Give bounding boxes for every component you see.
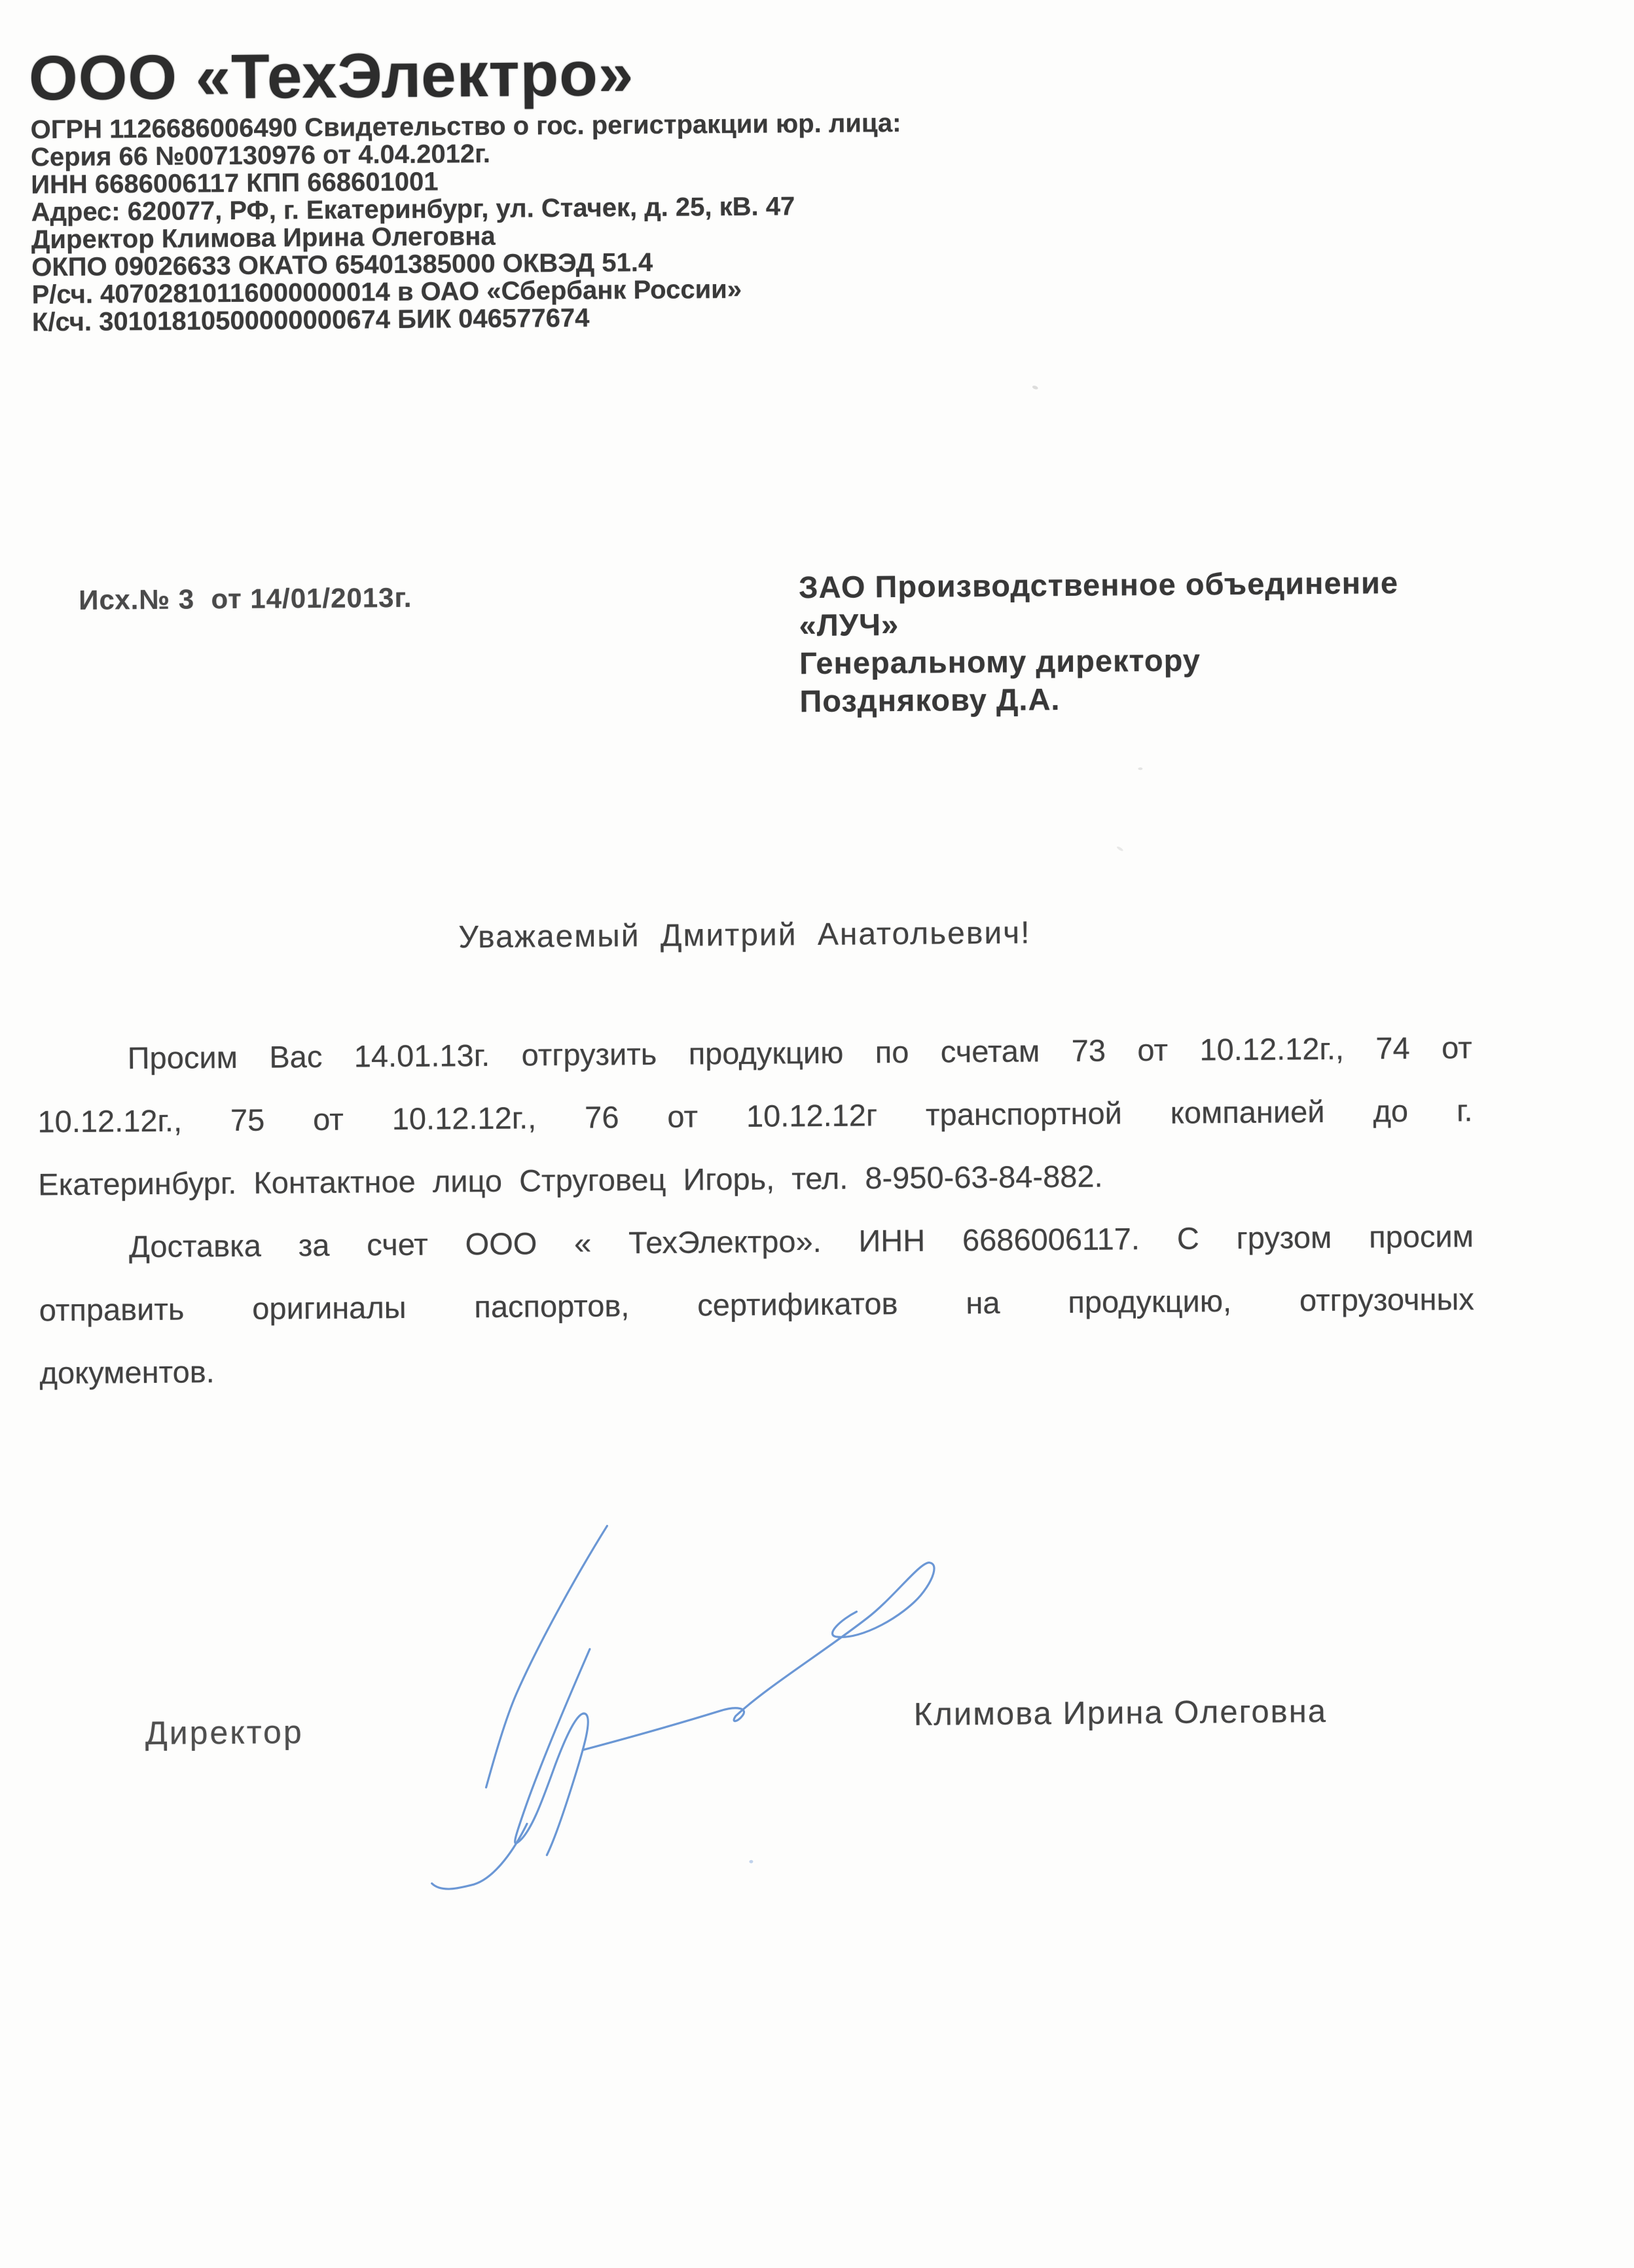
letterhead-line-rsch: Р/сч. 40702810116000000014 в ОАО «Сбербанк России» — [31, 274, 742, 310]
letterhead-line-ogrn: ОГРН 1126686006490 Свидетельство о гос. регистракции юр. лица: — [30, 108, 901, 145]
greeting-line: Уважаемый Дмитрий Анатольевич! — [458, 915, 1031, 955]
signoff-title: Директор — [145, 1713, 304, 1752]
signoff-name: Климова Ирина Олеговна — [913, 1693, 1328, 1732]
scan-speck — [1138, 767, 1142, 770]
letterhead-line-seriya: Серия 66 №007130976 от 4.04.2012г. — [30, 139, 491, 172]
letterhead-line-direktor: Директор Климова Ирина Олеговна — [31, 221, 496, 255]
recipient-block — [799, 564, 1400, 720]
letterhead-line-inn: ИНН 6686006117 КПП 668601001 — [31, 167, 439, 200]
scan-speck — [749, 1860, 753, 1863]
body-line: Доставка за счет ООО « ТехЭлектро». ИНН 6686006117. С грузом просим — [128, 1218, 1474, 1264]
signature-scribble-icon — [397, 1498, 977, 1909]
letter-body — [37, 1016, 1474, 1404]
body-line: документов. — [39, 1354, 215, 1391]
recipient-org-line: ЗАО Производственное объединение — [798, 565, 1399, 605]
recipient-title-line: Генеральному директору — [799, 642, 1201, 681]
letterhead-details — [30, 109, 903, 336]
body-line: Просим Вас 14.01.13г. отгрузить продукцию по счетам 73 от 10.12.12г., 74 от — [127, 1030, 1472, 1076]
recipient-org-name-line: «ЛУЧ» — [799, 607, 899, 643]
body-line: отправить оригиналы паспортов, сертификатов на продукцию, отгрузочных — [39, 1281, 1474, 1328]
letterhead-line-adres: Адрес: 620077, РФ, г. Екатеринбург, ул. Стачек, д. 25, кВ. 47 — [31, 192, 795, 227]
scan-speck — [1116, 846, 1123, 852]
letterhead-line-ksch: К/сч. 30101810500000000674 БИК 046577674 — [31, 303, 590, 337]
company-name: ООО «ТехЭлектро» — [28, 39, 634, 114]
outgoing-reference-line: Исх.№ 3 от 14/01/2013г. — [79, 581, 412, 615]
scan-speck — [1032, 385, 1038, 390]
body-line: 10.12.12г., 75 от 10.12.12г., 76 от 10.12.12г транспортной компанией до г. — [37, 1093, 1473, 1139]
letterhead-line-okpo: ОКПО 09026633 ОКАТО 65401385000 ОКВЭД 51.4 — [31, 247, 653, 282]
recipient-person-line: Позднякову Д.А. — [799, 682, 1061, 719]
body-line: Екатеринбург. Контактное лицо Струговец Игорь, тел. 8-950-63-84-882. — [38, 1158, 1103, 1202]
